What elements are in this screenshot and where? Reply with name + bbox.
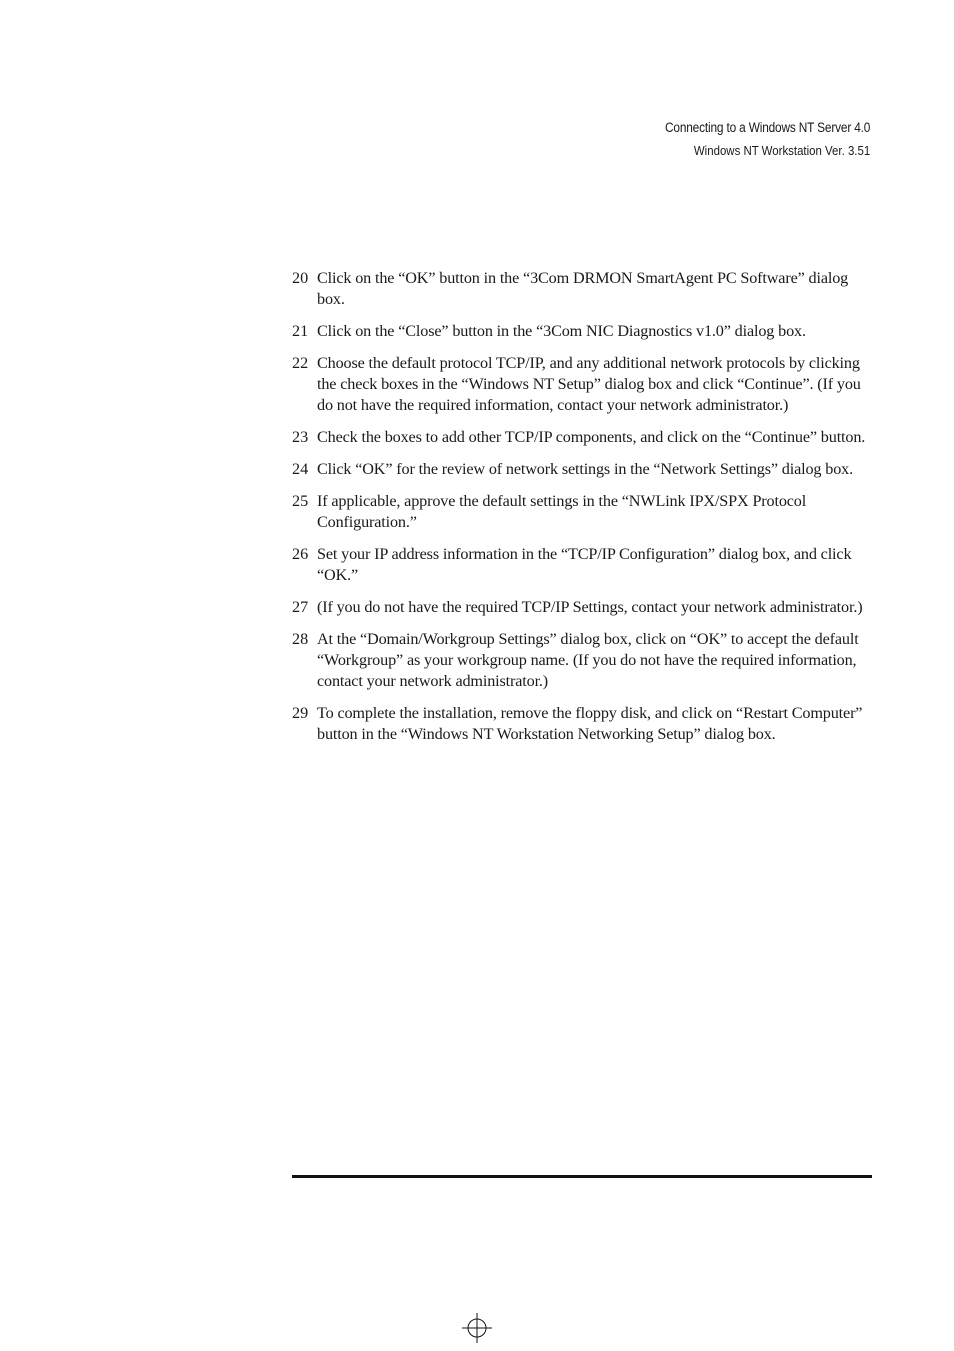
step-item — [292, 427, 874, 448]
step-number: 23 — [292, 428, 309, 446]
step-text: At the “Domain/Workgroup Settings” dialog box, click on “OK” to accept the default “Workgroup” as your workgroup name. (If you do not have the required information, contact your network administrator.) — [317, 630, 859, 690]
step-text: (If you do not have the required TCP/IP Settings, contact your network administrator.) — [317, 598, 863, 616]
step-number: 29 — [292, 704, 309, 722]
step-item — [292, 629, 874, 692]
step-item — [292, 459, 874, 480]
step-number: 22 — [292, 354, 309, 372]
step-text: If applicable, approve the default settings in the “NWLink IPX/SPX Protocol Configuration.” — [317, 492, 807, 531]
crosshair-registration-icon — [462, 1313, 492, 1343]
step-number: 20 — [292, 269, 309, 287]
step-item — [292, 544, 874, 586]
step-text: Click “OK” for the review of network settings in the “Network Settings” dialog box. — [317, 460, 853, 478]
step-item — [292, 597, 874, 618]
step-text: Choose the default protocol TCP/IP, and any additional network protocols by clicking the check boxes in the “Windows NT Setup” dialog box and click “Continue”. (If you do not have the required information, contact your network administrator.) — [317, 354, 861, 414]
step-item — [292, 703, 874, 745]
step-item — [292, 491, 874, 533]
step-text: Click on the “Close” button in the “3Com NIC Diagnostics v1.0” dialog box. — [317, 322, 806, 340]
step-number: 24 — [292, 460, 309, 478]
step-number: 25 — [292, 492, 309, 510]
step-number: 21 — [292, 322, 309, 340]
step-text: Check the boxes to add other TCP/IP components, and click on the “Continue” button. — [317, 428, 866, 446]
step-text: To complete the installation, remove the floppy disk, and click on “Restart Computer” button in the “Windows NT Workstation Networking Setup” dialog box. — [317, 704, 863, 743]
step-text: Click on the “OK” button in the “3Com DRMON SmartAgent PC Software” dialog box. — [317, 269, 849, 308]
running-head — [637, 118, 870, 161]
step-item — [292, 353, 874, 416]
instruction-steps — [292, 268, 874, 756]
step-text: Set your IP address information in the “TCP/IP Configuration” dialog box, and click “OK.” — [317, 545, 852, 584]
running-head-chapter: Connecting to a Windows NT Server 4.0 — [664, 120, 870, 135]
running-head-section: Windows NT Workstation Ver. 3.51 — [693, 143, 870, 158]
step-number: 27 — [292, 598, 309, 616]
step-number: 26 — [292, 545, 309, 563]
step-number: 28 — [292, 630, 309, 648]
footer-rule — [292, 1175, 872, 1178]
step-item — [292, 268, 874, 310]
step-item — [292, 321, 874, 342]
